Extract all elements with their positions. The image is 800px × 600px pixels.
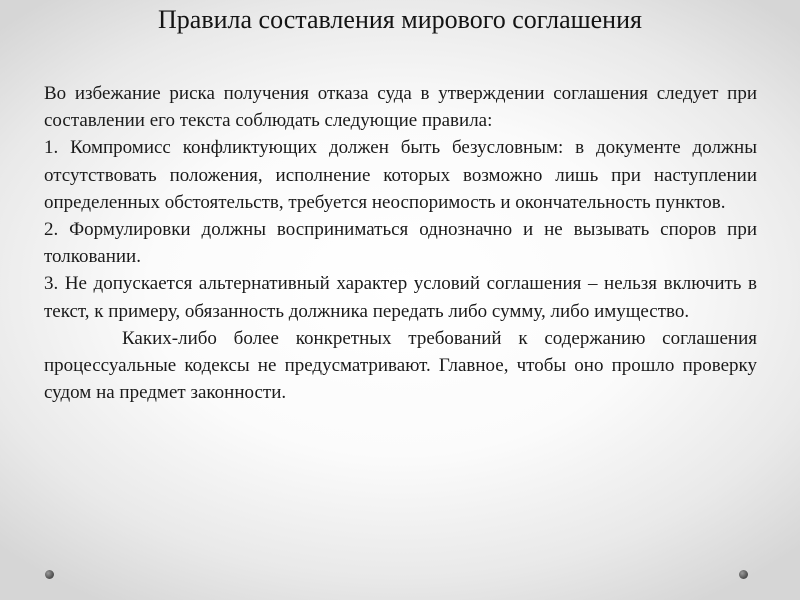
rule-1-paragraph: 1. Компромисс конфликтующих должен быть безусловным: в документе должны отсутствовать положения, исполнение которых возможно лишь при наступлении определенных обстоятельств, требуется неоспоримость и окончательность пунктов. bbox=[44, 137, 757, 213]
conclusion-paragraph: Каких-либо более конкретных требований к содержанию соглашения процессуальные кодексы не предусматривают. Главное, чтобы оно прошло проверку судом на предмет законности. bbox=[44, 327, 757, 404]
intro-paragraph: Во избежание риска получения отказа суда в утверждении соглашения следует при составлении его текста соблюдать следующие правила: bbox=[44, 83, 757, 132]
slide-body bbox=[44, 80, 757, 406]
bullet-dot-icon-left bbox=[45, 570, 54, 579]
slide-title: Правила составления мирового соглашения bbox=[158, 5, 642, 34]
bullet-dot-icon-right bbox=[739, 570, 748, 579]
rule-2-paragraph: 2. Формулировки должны восприниматься однозначно и не вызывать споров при толковании. bbox=[44, 219, 757, 268]
rule-3-paragraph: 3. Не допускается альтернативный характер условий соглашения – нельзя включить в текст, к примеру, обязанность должника передать либо сумму, либо имущество. bbox=[44, 273, 757, 322]
